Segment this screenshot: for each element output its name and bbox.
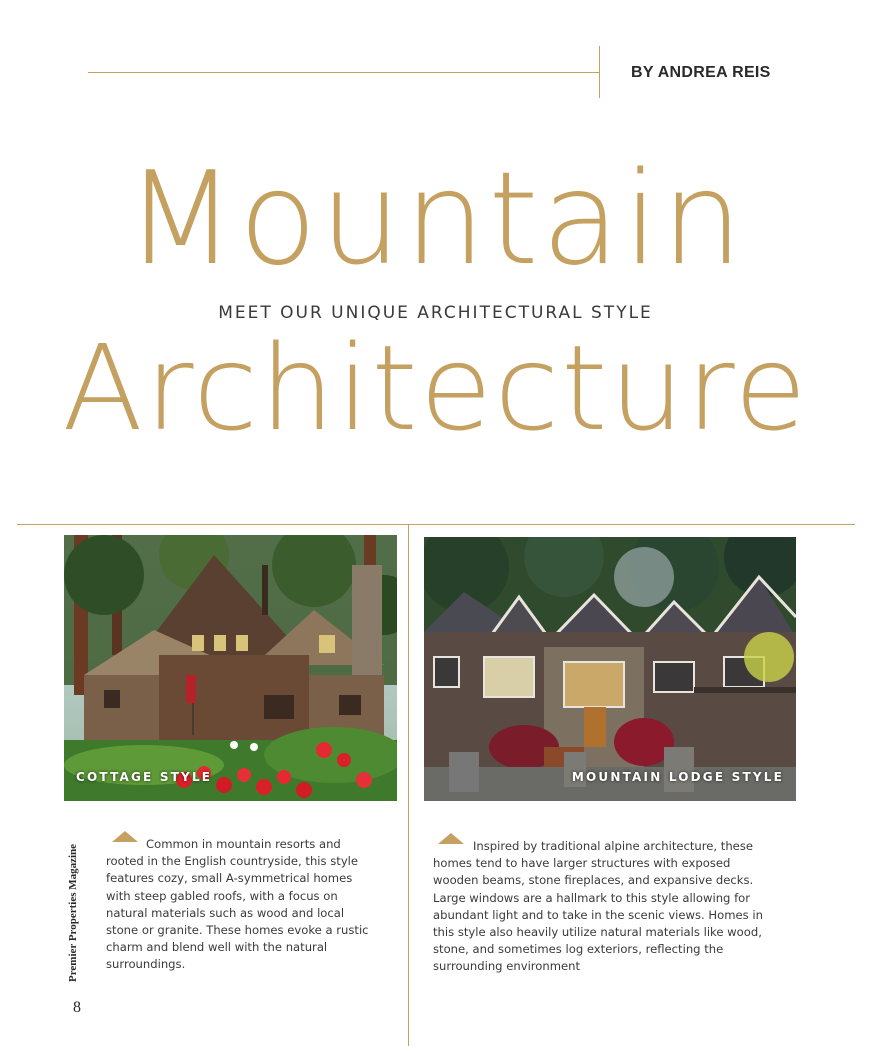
header-divider [599, 46, 600, 98]
magazine-name: Premier Properties Magazine [67, 843, 79, 982]
column-divider [408, 524, 409, 1046]
header-rule [88, 72, 600, 73]
byline: BY ANDREA REIS [631, 64, 771, 81]
lodge-caption: MOUNTAIN LODGE STYLE [571, 770, 784, 784]
lodge-description: Inspired by traditional alpine architecture, these homes tend to have larger structures with exposed wooden beams, stone fireplaces, and expansive decks. Large windows are a hallmark to this style allowing for abundant light and to take in the scenic views. Homes in this style also heavily utilize natural materials like wood, stone, and sometimes log exteriors, reflecting the surrounding environment [433, 839, 763, 974]
cottage-description: Common in mountain resorts and rooted in the English countryside, this style features cozy, small A-symmetrical homes with steep gabled roofs, with a focus on natural materials such as wood and local stone or granite. These homes evoke a rustic charm and blend well with the natural surroundings. [106, 837, 369, 972]
section-rule [17, 524, 855, 525]
headline-line-1: Mountain [125, 145, 746, 294]
lodge-photo [424, 537, 796, 801]
cottage-photo [64, 535, 397, 801]
headline-line-2: Architecture [62, 319, 809, 457]
headline-subtitle: MEET OUR UNIQUE ARCHITECTURAL STYLE [218, 303, 653, 323]
cottage-caption: COTTAGE STYLE [76, 770, 213, 784]
page-number: 8 [73, 999, 81, 1016]
